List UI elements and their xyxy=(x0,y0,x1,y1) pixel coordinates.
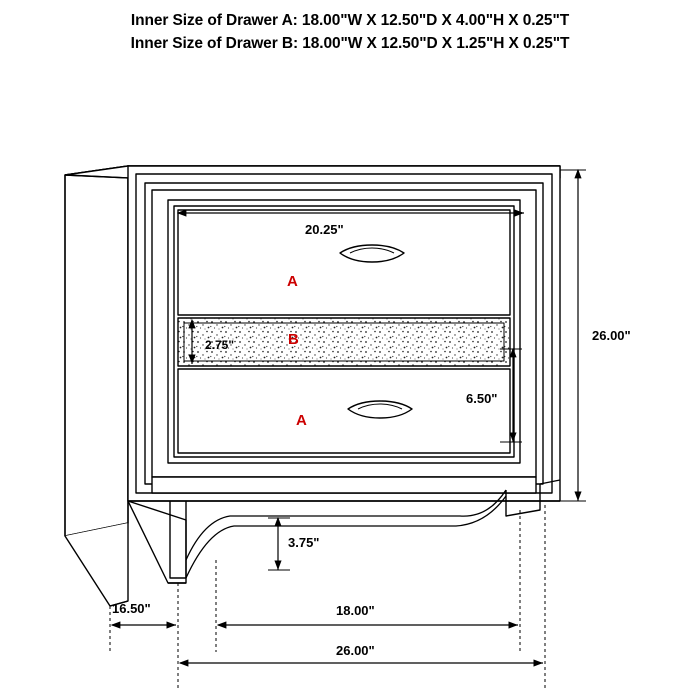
dim-inner-width: 18.00" xyxy=(336,603,375,618)
dim-depth: 16.50" xyxy=(112,601,151,616)
dim-leg-height: 3.75" xyxy=(288,535,320,550)
spec-line-drawer-a: Inner Size of Drawer A: 18.00"W X 12.50"D X 4.00"H X 0.25"T xyxy=(130,12,570,29)
dim-overall-height: 26.00" xyxy=(592,328,631,343)
dim-top-drawer-width: 20.25" xyxy=(305,222,344,237)
spec-line-drawer-b: Inner Size of Drawer B: 18.00"W X 12.50"D X 1.25"H X 0.25"T xyxy=(130,35,570,52)
label-drawer-a-bottom: A xyxy=(296,412,307,429)
label-drawer-a-top: A xyxy=(287,273,298,290)
dim-middle-drawer-height: 2.75" xyxy=(205,338,235,352)
dim-overall-width: 26.00" xyxy=(336,643,375,658)
dim-bottom-drawer-height: 6.50" xyxy=(466,391,498,406)
label-drawer-b: B xyxy=(288,331,299,348)
